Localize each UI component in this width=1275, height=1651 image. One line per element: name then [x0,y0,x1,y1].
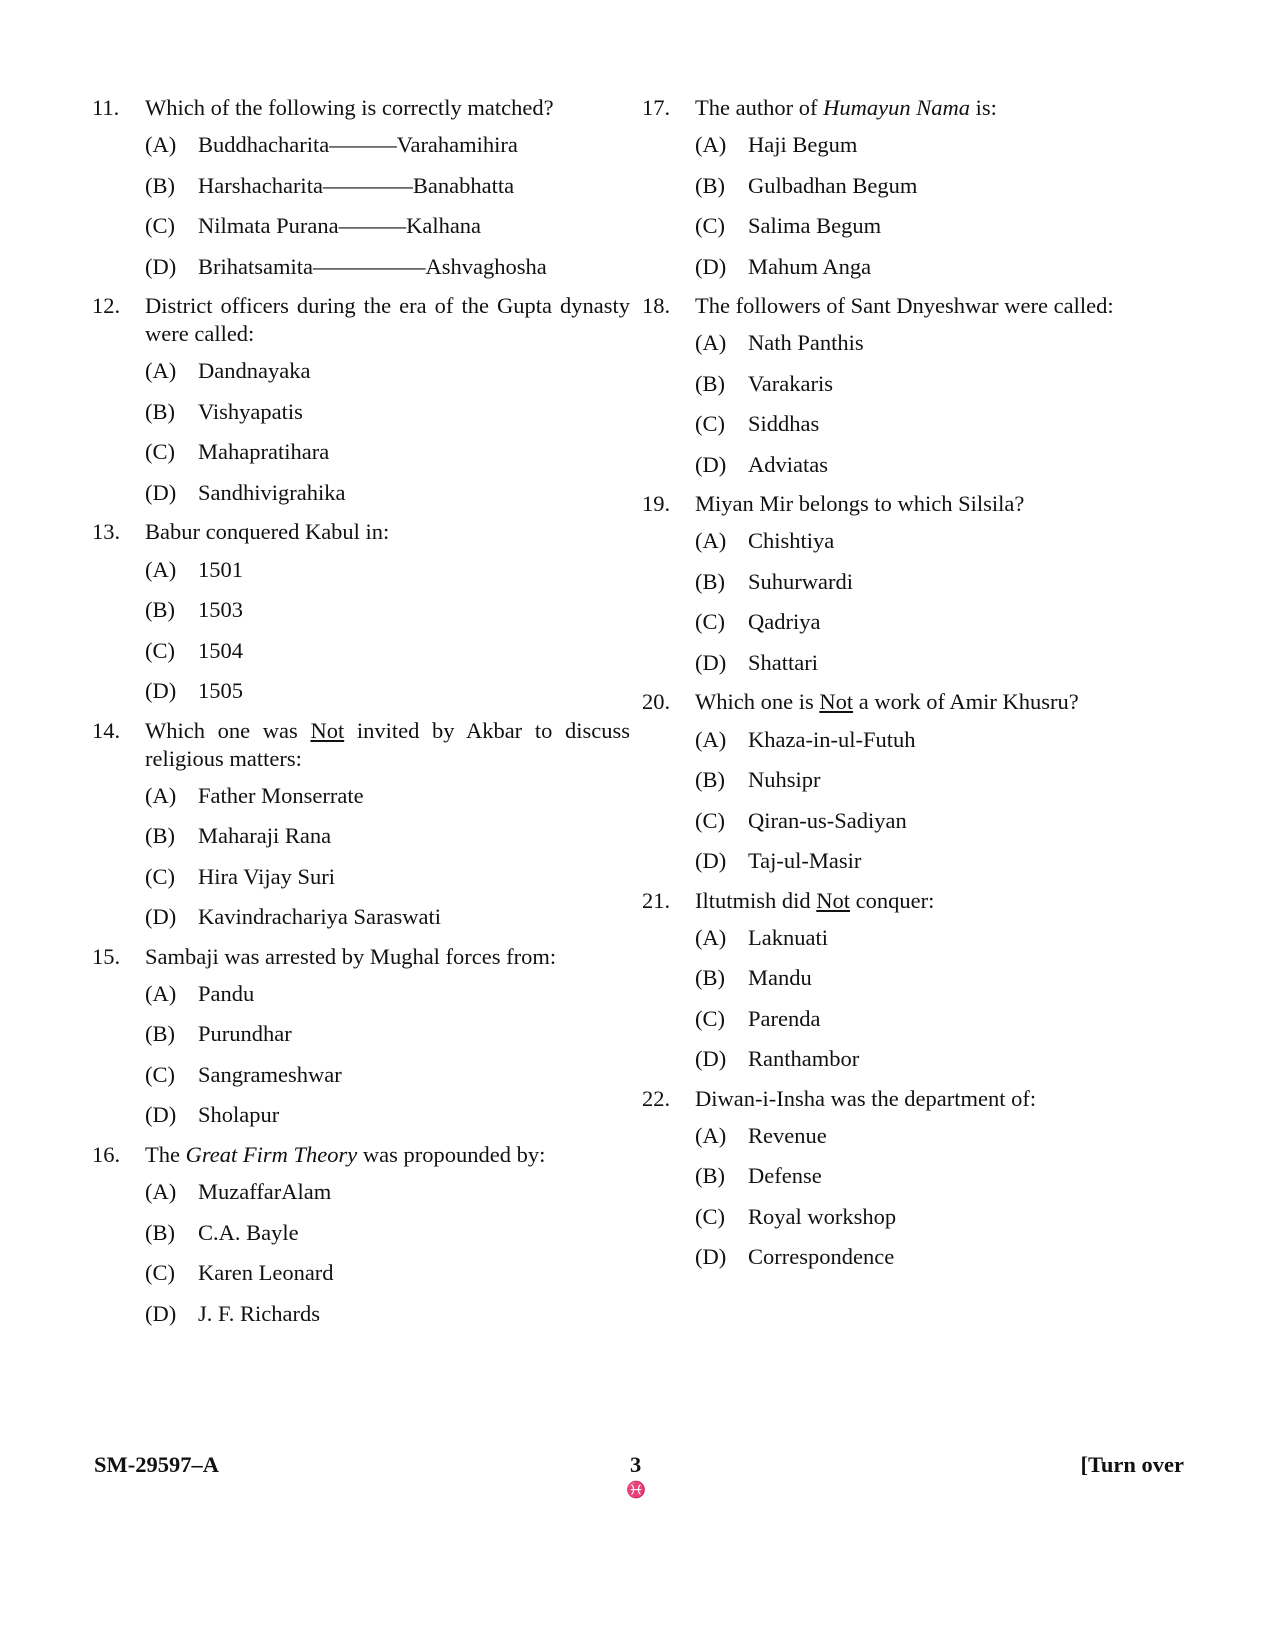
option-text: Ranthambor [748,1046,860,1072]
option-letter: (C) [145,637,175,663]
answer-option [145,1216,630,1257]
option-letter: (A) [695,1122,727,1148]
option-text: Vishyapatis [198,398,303,424]
question-stem [695,490,1202,518]
option-text: 1504 [198,637,243,663]
answer-option [145,553,630,594]
option-letter: (B) [695,1163,725,1189]
answer-option [695,524,1202,565]
option-letter: (D) [695,1046,727,1072]
question-number: 16. [92,1141,121,1167]
option-text: Laknuati [748,924,828,950]
question [642,688,1202,884]
stem-text: Which one is [695,689,820,715]
question-stem [145,518,630,546]
option-text: Correspondence [748,1244,895,1270]
question [92,943,630,1139]
answer-option [145,354,630,395]
answer-option [695,1240,1202,1281]
question [642,292,1202,488]
page-number: 3 [630,1452,642,1477]
option-text: Nuhsipr [748,767,821,792]
option-letter: (B) [145,823,175,849]
answer-option [145,476,630,517]
option-text: Salima Begum [748,213,882,239]
option-text: Hira Vijay Suri [198,863,335,889]
option-letter: (A) [695,132,727,158]
option-letter: (B) [695,370,725,396]
emphasis-underlined: Not [310,717,345,743]
answer-option [695,844,1202,885]
option-text: Qiran-us-Sadiyan [748,807,907,833]
option-text: Nath Panthis [748,330,864,356]
left-column [92,94,630,1339]
page-footer [92,1451,1184,1499]
option-text: Siddhas [748,411,820,437]
option-text: Shattari [748,649,818,675]
answer-option [695,961,1202,1002]
right-column [642,94,1202,1283]
answer-option [145,1297,630,1338]
option-text: Suhurwardi [748,568,853,594]
option-text: Adviatas [748,451,828,477]
answer-option [145,1098,630,1139]
option-letter: (B) [695,172,725,198]
option-text: C.A. Bayle [198,1219,299,1245]
stem-text: Which of the following is correctly matched? [145,95,554,120]
option-text: Gulbadhan Begum [748,172,918,198]
option-letter: (D) [695,1244,727,1270]
option-letter: (D) [145,1300,177,1326]
answer-option [145,779,630,820]
answer-option [695,367,1202,408]
answer-option [145,1175,630,1216]
option-text: Kavindrachariya Saraswati [198,904,442,930]
question [642,887,1202,1083]
answer-option [695,763,1202,804]
option-text: Mahapratihara [198,439,330,465]
answer-option [145,1017,630,1058]
answer-option [695,448,1202,489]
answer-option [695,646,1202,687]
question-number: 17. [642,95,671,120]
answer-option [695,407,1202,448]
stem-text: The [145,1141,186,1167]
option-letter: (D) [145,904,177,930]
answer-option [695,1042,1202,1083]
answer-option [695,723,1202,764]
question [92,94,630,290]
option-letter: (A) [145,358,177,384]
question-stem [145,943,630,971]
emphasis-italic: Great Firm Theory [185,1141,358,1167]
option-text: Sholapur [198,1102,280,1128]
option-letter: (B) [145,172,175,198]
option-text: Karen Leonard [198,1260,334,1285]
option-letter: (C) [145,213,175,239]
question-number: 21. [642,887,671,913]
option-text: Chishtiya [748,528,835,554]
answer-option [695,1002,1202,1043]
option-text: 1505 [198,678,243,703]
answer-option [695,128,1202,169]
question-stem [145,94,630,122]
question [642,490,1202,686]
question-stem [145,717,630,773]
question-number: 22. [642,1085,671,1111]
question-stem [695,688,1202,716]
option-text: Khaza-in-ul-Futuh [748,726,916,752]
option-letter: (C) [145,439,175,465]
option-text: Purundhar [198,1021,292,1047]
stem-text: Miyan Mir belongs to which Silsila? [695,491,1025,517]
answer-option [145,209,630,250]
question-stem [695,292,1202,320]
option-letter: (A) [695,924,727,950]
question-number: 11. [92,95,120,120]
question-number: 19. [642,491,671,517]
option-text: Parenda [748,1005,821,1031]
stem-text: The followers of Sant Dnyeshwar were called: [695,293,1114,319]
option-letter: (A) [695,330,727,356]
answer-option [695,565,1202,606]
answer-option [145,128,630,169]
option-letter: (C) [695,411,725,437]
answer-option [145,860,630,901]
question [92,1141,630,1337]
answer-option [145,435,630,476]
turn-over-label: [Turn over [1080,1452,1184,1477]
option-letter: (A) [145,980,177,1006]
option-letter: (C) [695,807,725,833]
option-letter: (B) [145,398,175,424]
answer-option [695,1119,1202,1160]
answer-option [695,921,1202,962]
answer-option [695,1159,1202,1200]
option-text: Haji Begum [748,132,858,158]
stem-text: is: [969,95,997,120]
option-text: Mandu [748,965,812,991]
option-text: Harshacharita————Banabhatta [198,172,515,198]
option-text: Dandnayaka [198,358,311,384]
question-number: 18. [642,293,671,319]
question-number: 20. [642,689,671,715]
question [642,1085,1202,1281]
question-stem [695,94,1202,122]
option-letter: (C) [695,1203,725,1229]
option-letter: (B) [695,568,725,594]
emphasis-italic: Humayun Nama [823,95,970,120]
answer-option [695,605,1202,646]
option-letter: (C) [695,213,725,239]
answer-option [695,326,1202,367]
option-letter: (C) [145,1061,175,1087]
question [92,518,630,714]
stem-text: a work of Amir Khusru? [853,689,1079,715]
option-text: Varakaris [748,370,833,396]
stem-text: The author of [695,95,824,120]
question-number: 14. [92,717,121,743]
stem-text: Which one was [145,717,311,743]
option-text: Taj-ul-Masir [748,848,862,873]
answer-option [145,250,630,291]
option-text: 1503 [198,597,243,622]
option-text: J. F. Richards [198,1300,320,1326]
option-text: Sandhivigrahika [198,479,346,505]
option-letter: (B) [695,965,725,991]
option-text: Royal workshop [748,1203,897,1229]
option-letter: (D) [695,649,727,675]
question-number: 13. [92,519,121,545]
option-letter: (A) [145,1179,177,1204]
option-letter: (C) [145,863,175,889]
stem-text: Babur conquered Kabul in: [145,519,390,545]
answer-option [145,1256,630,1297]
answer-option [145,593,630,634]
answer-option [695,250,1202,291]
answer-option [145,977,630,1018]
answer-option [145,634,630,675]
question-stem [145,1141,630,1169]
option-letter: (C) [145,1260,175,1285]
option-letter: (C) [695,1005,725,1031]
option-letter: (B) [145,1219,175,1245]
stem-text: District officers during the era of the Gupta dynasty were called: [145,293,630,347]
answer-option [145,395,630,436]
stem-text: was propounded by: [357,1141,546,1167]
option-text: Nilmata Purana———Kalhana [198,213,482,239]
option-text: Sangrameshwar [198,1061,342,1087]
question-stem [695,887,1202,915]
stem-text: conquer: [850,887,935,913]
emphasis-underlined: Not [816,887,851,913]
answer-option [695,169,1202,210]
answer-option [695,1200,1202,1241]
option-text: Pandu [198,980,255,1006]
question-number: 12. [92,293,121,319]
option-letter: (A) [145,132,177,158]
answer-option [145,900,630,941]
option-text: Defense [748,1163,822,1189]
option-letter: (B) [695,767,725,792]
stem-text: Sambaji was arrested by Mughal forces from: [145,943,557,969]
paper-code: SM-29597–A [94,1452,219,1477]
question [642,94,1202,290]
answer-option [145,1058,630,1099]
stem-text: Iltutmish did [695,887,817,913]
answer-option [145,169,630,210]
question-stem [695,1085,1202,1113]
option-text: MuzaffarAlam [198,1179,332,1204]
option-letter: (D) [695,451,727,477]
option-text: Revenue [748,1122,827,1148]
question [92,717,630,941]
option-letter: (A) [695,528,727,554]
option-text: Mahum Anga [748,253,872,279]
option-text: Maharaji Rana [198,823,332,849]
option-letter: (B) [145,597,175,622]
question-stem [145,292,630,348]
option-letter: (D) [145,678,177,703]
option-letter: (C) [695,609,725,635]
option-letter: (A) [145,782,177,808]
option-letter: (D) [145,479,177,505]
answer-option [145,674,630,715]
option-text: 1501 [198,556,243,582]
stem-text: Diwan-i-Insha was the department of: [695,1085,1037,1111]
answer-option [145,819,630,860]
question-number: 15. [92,943,121,969]
option-letter: (D) [145,1102,177,1128]
pisces-mark-icon: ♓ [626,1482,646,1499]
option-text: Brihatsamita—————Ashvaghosha [198,253,547,279]
option-letter: (B) [145,1021,175,1047]
option-letter: (A) [695,726,727,752]
option-text: Father Monserrate [198,782,364,808]
option-text: Qadriya [748,609,821,635]
option-letter: (D) [695,253,727,279]
option-letter: (D) [145,253,177,279]
emphasis-underlined: Not [819,689,854,715]
stem-text: invited by Akbar to discuss religious matters: [145,717,631,771]
option-letter: (D) [695,848,727,873]
question [92,292,630,516]
option-text: Buddhacharita———Varahamihira [198,132,518,158]
answer-option [695,804,1202,845]
option-letter: (A) [145,556,177,582]
answer-option [695,209,1202,250]
